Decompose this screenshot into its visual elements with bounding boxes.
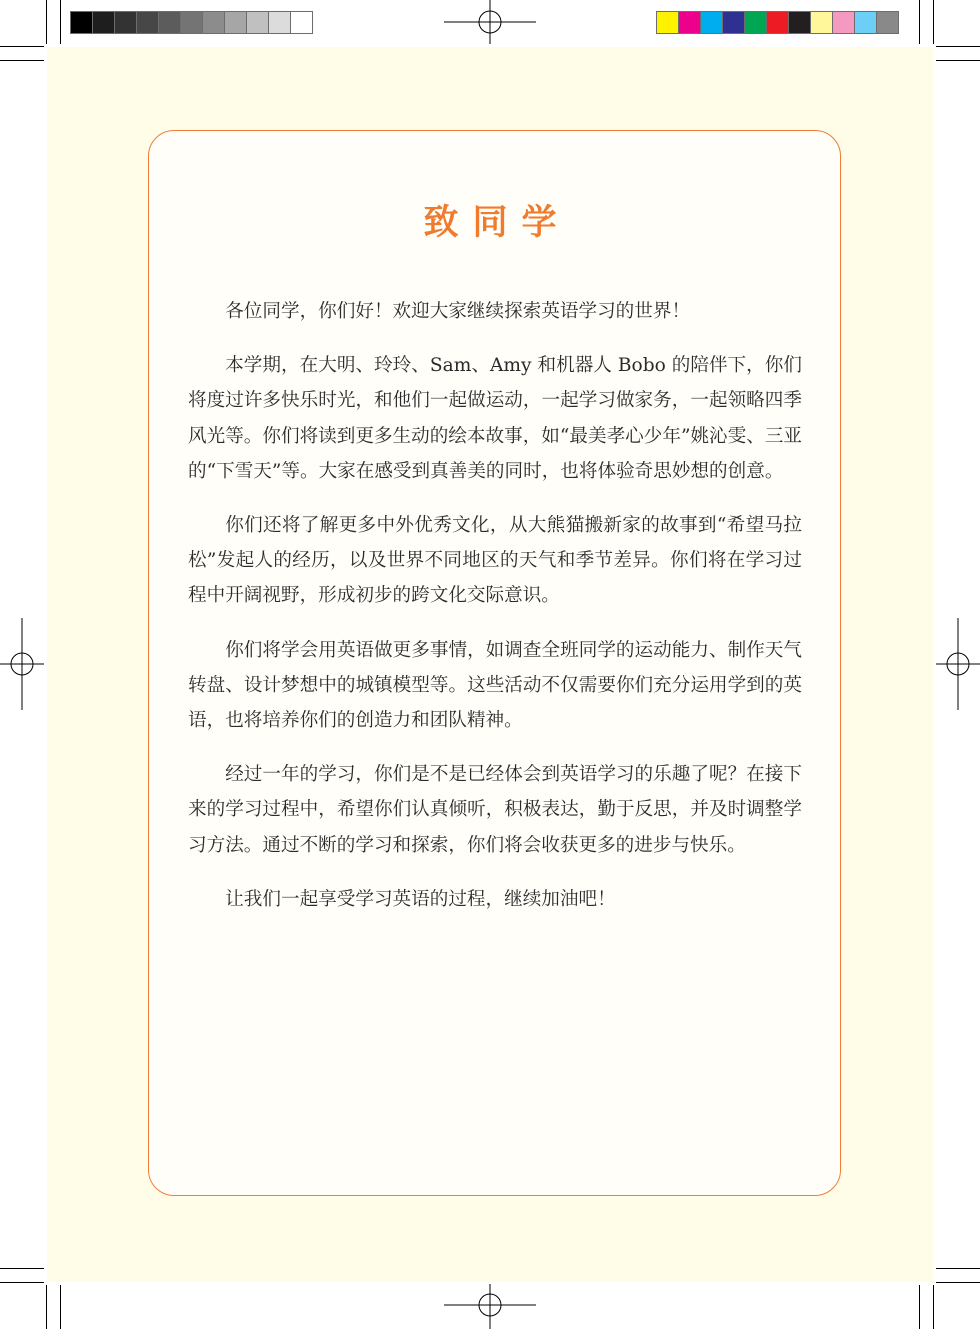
gray-swatch — [180, 11, 203, 34]
registration-mark-left — [0, 618, 44, 710]
grayscale-calibration-bar — [70, 11, 312, 34]
color-calibration-bar — [656, 11, 898, 34]
color-swatch — [810, 11, 833, 34]
color-swatch — [656, 11, 679, 34]
paragraph-greeting: 各位同学，你们好！欢迎大家继续探索英语学习的世界！ — [225, 301, 691, 322]
gray-swatch — [268, 11, 291, 34]
color-swatch — [678, 11, 701, 34]
paragraph-characters: 本学期，在大明、玲玲、Sam、Amy 和机器人 Bobo 的陪伴下，你们将度过许多快乐时光，和他们一起做运动，一起学习做家务，一起领略四季风光等。你们将读到更多生动的绘本故事，如“最美孝心少年”姚沁雯、三亚的“下雪天”等。大家在感受到真善美的同时，也将体验奇思妙想的创意。 — [188, 355, 803, 482]
gray-swatch — [92, 11, 115, 34]
gray-swatch — [114, 11, 137, 34]
registration-mark-top — [444, 0, 536, 44]
color-swatch — [744, 11, 767, 34]
gray-swatch — [290, 11, 313, 34]
color-swatch — [722, 11, 745, 34]
paragraph-activities: 你们将学会用英语做更多事情，如调查全班同学的运动能力、制作天气转盘、设计梦想中的城镇模型等。这些活动不仅需要你们充分运用学到的英语，也将培养你们的创造力和团队精神。 — [188, 639, 802, 732]
registration-mark-bottom — [444, 1284, 536, 1329]
gray-swatch — [158, 11, 181, 34]
color-swatch — [766, 11, 789, 34]
paragraph-closing: 让我们一起享受学习英语的过程，继续加油吧！ — [225, 888, 616, 910]
color-swatch — [700, 11, 723, 34]
color-swatch — [876, 11, 899, 34]
color-swatch — [854, 11, 877, 34]
gray-swatch — [136, 11, 159, 34]
gray-swatch — [202, 11, 225, 34]
paragraph-culture: 你们还将了解更多中外优秀文化，从大熊猫搬新家的故事到“希望马拉松”发起人的经历，以及世界不同地区的天气和季节差异。你们将在学习过程中开阔视野，形成初步的跨文化交际意识。 — [188, 515, 802, 607]
letter-title: 致同学 — [423, 203, 571, 243]
letter-body — [188, 294, 802, 936]
registration-mark-right — [936, 618, 980, 710]
color-swatch — [788, 11, 811, 34]
gray-swatch — [224, 11, 247, 34]
color-swatch — [832, 11, 855, 34]
gray-swatch — [246, 11, 269, 34]
gray-swatch — [70, 11, 93, 34]
paragraph-reflection: 经过一年的学习，你们是不是已经体会到英语学习的乐趣了呢？在接下来的学习过程中，希望你们认真倾听，积极表达，勤于反思，并及时调整学习方法。通过不断的学习和探索，你们将会收获更多的进步与快乐。 — [188, 764, 802, 856]
